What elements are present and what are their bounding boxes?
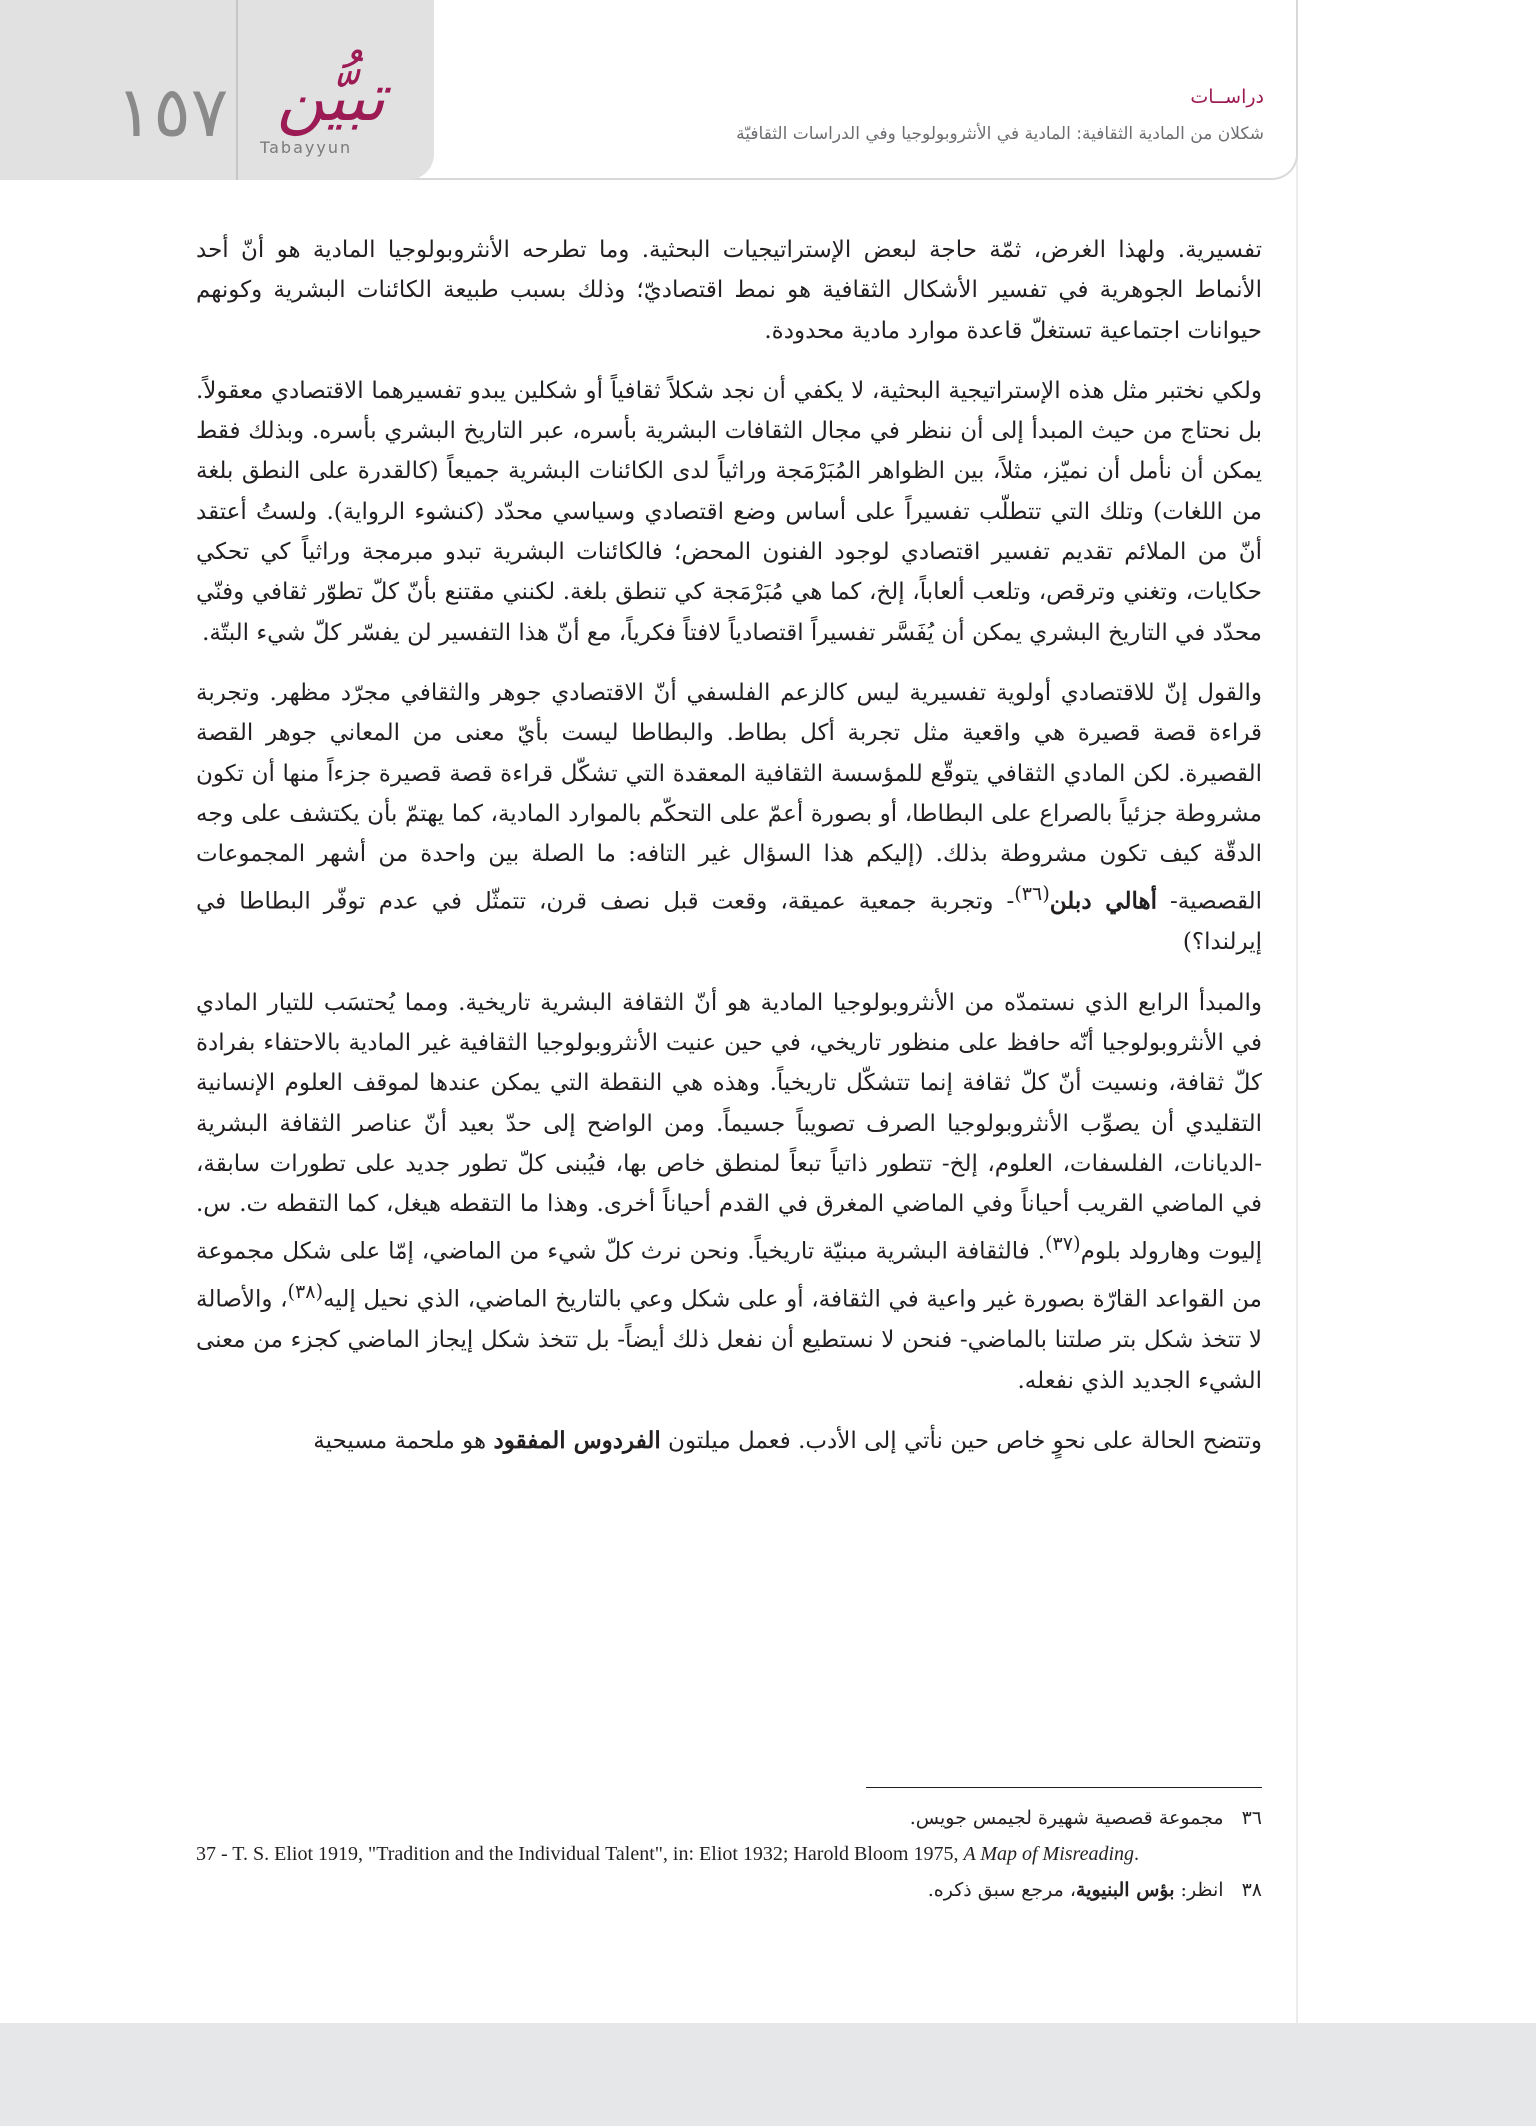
paragraph-5 <box>196 1421 1262 1461</box>
footnote-ref-36: (٣٦) <box>1014 882 1050 906</box>
paragraph-5-text-b: هو ملحمة مسيحية <box>313 1427 494 1454</box>
running-title: شكلان من المادية الثقافية: المادية في الأنثروبولوجيا وفي الدراسات الثقافيّة <box>736 124 1264 144</box>
paragraph-5-text-a: وتتضح الحالة على نحوٍ خاص حين نأتي إلى الأدب. فعمل ميلتون <box>660 1427 1262 1454</box>
footnote-38-suffix: ، مرجع سبق ذكره. <box>927 1879 1077 1901</box>
footnote-38-number: ٣٨ <box>1241 1879 1262 1901</box>
book-title-dubliners: أهالي دبلن <box>1049 888 1157 916</box>
paragraph-3-text-a: والقول إنّ للاقتصادي أولوية تفسيرية ليس كالزعم الفلسفي أنّ الاقتصادي جوهر والثقافي مجرّد مظهر. وتجربة قراءة قصة قصيرة هي واقعية مثل تجربة أكل بطاط. والبطاطا ليست بأيّ معنى من المعاني جوهر القصة القصيرة. لكن المادي الثقافي يتوقّع للمؤسسة الثقافية المعقدة التي تشكّل قراءة قصة قصيرة جزءاً منها أن تكون مشروطة جزئياً بالصراع على البطاطا، أو بصورة أعمّ على التحكّم بالموارد المادية، كما يهتمّ بأن يكتشف على وجه الدقّة كيف تكون مشروطة بذلك. (إليكم هذا السؤال غير التافه: ما الصلة بين واحدة من أشهر المجموعات القصصية- <box>196 679 1262 916</box>
page-number: ١٥٧ <box>115 71 229 153</box>
section-label: دراســات <box>1190 86 1264 108</box>
logo-latin: Tabayyun <box>260 138 353 157</box>
page-margin-rule <box>1296 0 1298 2023</box>
page-bottom-band <box>0 2023 1536 2126</box>
footnote-37-end: . <box>1134 1843 1140 1865</box>
book-title-paradise-lost: الفردوس المفقود <box>493 1426 661 1454</box>
logo-arabic: تبيُّن <box>276 59 386 136</box>
footnote-37-text: 37 - T. S. Eliot 1919, "Tradition and the Individual Talent", in: Eliot 1932; Harold Bloom 1975, <box>196 1843 964 1865</box>
paragraph-4-text-c: ، والأصالة لا تتخذ شكل بتر صلتنا بالماضي- فنحن لا نستطيع أن نفعل ذلك أيضاً- بل تتخذ شكل إيجاز الماضي كجزء من معنى الشيء الجديد الذي نفعله. <box>196 1287 1262 1394</box>
paragraph-4 <box>196 983 1262 1401</box>
paragraph-4-text-a: والمبدأ الرابع الذي نستمدّه من الأنثروبولوجيا المادية هو أنّ الثقافة البشرية تاريخية. ومما يُحتسَب للتيار المادي في الأنثروبولوجيا أنّه حافظ على منظور تاريخي، في حين عنيت الأنثروبولوجيا الثقافية غير المادية بالاحتفاء بفرادة كلّ ثقافة، ونسيت أنّ كلّ ثقافة إنما تتشكّل تاريخياً. وهذه هي النقطة التي يمكن عندها لموقف العلوم الإنسانية التقليدي أن يصوِّب الأنثروبولوجيا الصرف تصويباً جسيماً. ومن الواضح إلى حدّ بعيد أنّ عناصر الثقافة البشرية -الديانات، الفلسفات، العلوم، إلخ- تتطور ذاتياً تبعاً لمنطق خاص بها، فيُبنى كلّ تطور جديد على تطورات سابقة، في الماضي القريب أحياناً وفي الماضي المغرق في القدم أحياناً أخرى. وهذا ما التقطه هيغل، كما التقطه ت. س. إليوت وهارولد بلوم <box>196 989 1263 1266</box>
article-body <box>196 230 1262 1481</box>
footnote-ref-38: (٣٨) <box>287 1280 324 1304</box>
footnote-38 <box>196 1872 1262 1908</box>
footnote-37-title: A Map of Misreading <box>963 1843 1135 1865</box>
footnote-38-prefix: انظر: <box>1174 1879 1224 1901</box>
paragraph-4-text-b: . فالثقافة البشرية مبنيّة تاريخياً. ونحن نرث كلّ شيء من الماضي، إمّا على شكل مجموعة من القواعد القارّة بصورة غير واعية في الثقافة، أو على شكل وعي بالتاريخ الماضي، الذي نحيل إليه <box>196 1239 1262 1314</box>
paragraph-2: ولكي نختبر مثل هذه الإستراتيجية البحثية، لا يكفي أن نجد شكلاً ثقافياً أو شكلين يبدو تفسيرهما الاقتصادي معقولاً. بل نحتاج من حيث المبدأ إلى أن ننظر في مجال الثقافات البشرية بأسره، عبر التاريخ البشري بأسره. وبذلك فقط يمكن أن نأمل أن نميّز، مثلاً، بين الظواهر المُبَرْمَجة وراثياً لدى الكائنات البشرية جميعاً (كالقدرة على النطق بلغة من اللغات) وتلك التي تتطلّب تفسيراً على أساس وضع اقتصادي وسياسي محدّد (كنشوء الرواية). ولستُ أعتقد أنّ من الملائم تقديم تفسير اقتصادي لوجود الفنون المحض؛ فالكائنات البشرية تبدو مبرمجة وراثياً كي تحكي حكايات، وتغني وترقص، وتلعب ألعاباً، إلخ، كما هي مُبَرْمَجة كي تنطق بلغة. لكنني مقتنع بأنّ كلّ تطوّر ثقافي وفنّي محدّد في التاريخ البشري يمكن أن يُفَسَّر تفسيراً اقتصادياً لافتاً فكرياً، مع أنّ هذا التفسير لن يفسّر كلّ شيء البتّة. <box>196 377 1263 646</box>
paragraph-3-text-b: - وتجربة جمعية عميقة، وقعت قبل نصف قرن، تتمثّل في عدم توفّر البطاطا في إيرلندا؟) <box>196 889 1262 956</box>
footnote-36-number: ٣٦ <box>1241 1807 1262 1829</box>
paragraph-3 <box>196 673 1262 963</box>
footnote-37 <box>196 1836 1262 1872</box>
running-header <box>0 0 1298 180</box>
footnote-38-title: بؤس البنيوية <box>1076 1879 1175 1901</box>
journal-logo <box>256 56 406 166</box>
footnote-rule <box>866 1787 1262 1788</box>
header-divider <box>236 0 238 180</box>
footnotes <box>196 1800 1262 1908</box>
footnote-36 <box>196 1800 1262 1836</box>
footnote-36-text: مجموعة قصصية شهيرة لجيمس جويس. <box>909 1807 1224 1829</box>
paragraph-1: تفسيرية. ولهذا الغرض، ثمّة حاجة لبعض الإستراتيجيات البحثية. وما تطرحه الأنثروبولوجيا المادية هو أنّ أحد الأنماط الجوهرية في تفسير الأشكال الثقافية هو نمط اقتصاديّ؛ وذلك بسبب طبيعة الكائنات البشرية وكونهم حيوانات اجتماعية تستغلّ قاعدة موارد مادية محدودة. <box>196 237 1262 344</box>
footnote-ref-37: (٣٧) <box>1045 1232 1081 1256</box>
